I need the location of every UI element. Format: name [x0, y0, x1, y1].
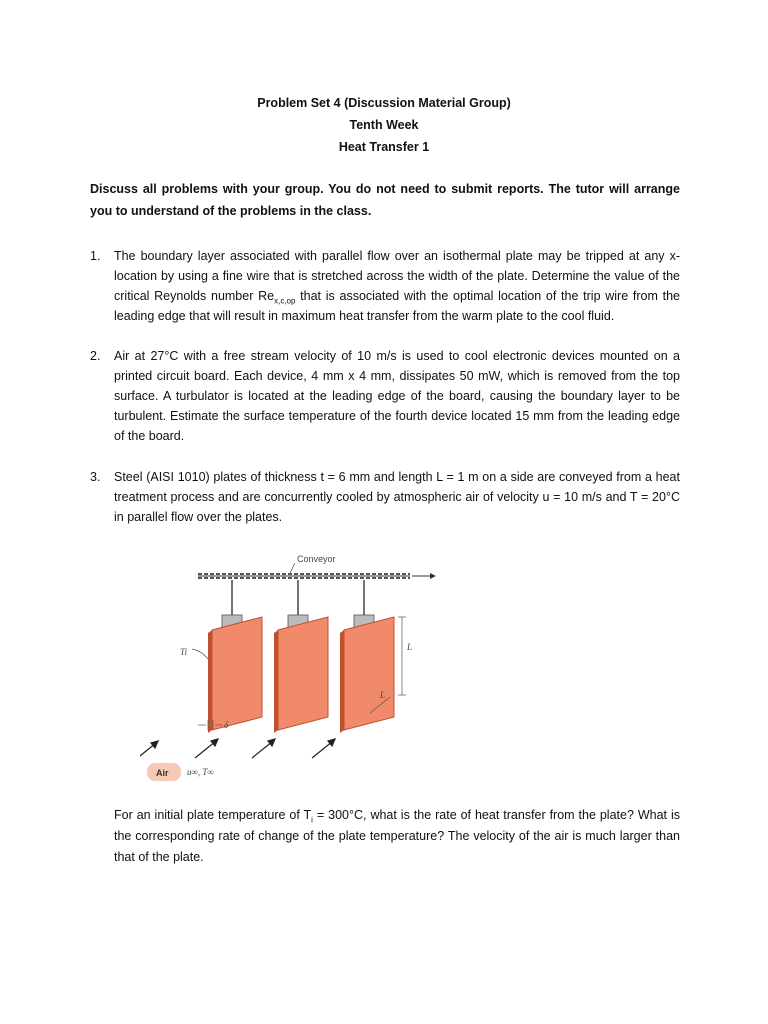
problem-text: Air at 27°C with a free stream velocity of 10 m/s is used to cool electronic devices mounted on a printed circuit board. Each device, 4 mm x 4 mm, dissipates 50 mW, which is removed from the top surface. A turbulator is located at the leading edge of the board, causing the boundary layer to be turbulent. Estimate the surface temperature of the fourth device located 15 mm from the leading edge of the board.	[114, 349, 680, 443]
document-week: Tenth Week	[349, 118, 419, 132]
follow-up-text: For an initial plate temperature of T	[114, 808, 312, 822]
plate-2	[278, 617, 328, 730]
document-title: Problem Set 4 (Discussion Material Group)	[257, 96, 511, 110]
air-label: Air	[156, 768, 169, 778]
plate-1	[212, 617, 262, 730]
length-label-2: L	[380, 690, 386, 700]
intro-paragraph: Discuss all problems with your group. You do not need to submit reports. The tutor will arrange you to understand of the problems in the class.	[90, 182, 680, 218]
air-properties: u∞, T∞	[187, 767, 214, 777]
problem-number: 1.	[90, 249, 101, 263]
problem-text-part: that is associated with the optimal location of the trip wire from the leading edge that will result in maximum heat transfer from the warm plate to the cool fluid.	[114, 289, 681, 323]
problem-number: 3.	[90, 470, 101, 484]
length-label: L	[407, 642, 413, 652]
follow-up-text: = 300°C, what is the rate of heat transfer from the plate? What is the corresponding rate of change of the plate temperature? The velocity of the air is much larger than that of the plate.	[114, 808, 681, 864]
follow-up-question	[114, 805, 680, 868]
problem-2	[90, 346, 680, 446]
conveyor-plates-figure	[140, 545, 440, 785]
problem-1	[90, 246, 680, 326]
problem-text: Steel (AISI 1010) plates of thickness t = 6 mm and length L = 1 m on a side are conveyed from a heat treatment process and are concurrently cooled by atmospheric air of velocity u = 10 m/s and T = 20°C in parallel flow over the plates.	[114, 470, 680, 524]
steel-plates	[208, 617, 394, 733]
airflow-arrows	[140, 739, 335, 760]
document-course: Heat Transfer 1	[338, 140, 430, 154]
document-header	[0, 92, 768, 158]
problem-text-part: The boundary layer associated with parallel flow over an isothermal plate may be tripped at any x-location by using a fine wire that is stretched across the width of the plate. Determine the value of the critical Reynolds number Re	[114, 249, 680, 303]
delta-label: δ	[224, 720, 229, 730]
plate-3	[344, 617, 394, 730]
conveyor-label: Conveyor	[297, 554, 336, 564]
ti-label: Ti	[180, 647, 188, 657]
problem-number: 2.	[90, 349, 101, 363]
subscript: i	[311, 815, 313, 825]
hangers	[232, 580, 364, 615]
problem-3	[90, 467, 680, 527]
problem-text	[114, 246, 680, 326]
conveyor-chain	[198, 554, 436, 579]
subscript: x,c,op	[274, 296, 296, 306]
